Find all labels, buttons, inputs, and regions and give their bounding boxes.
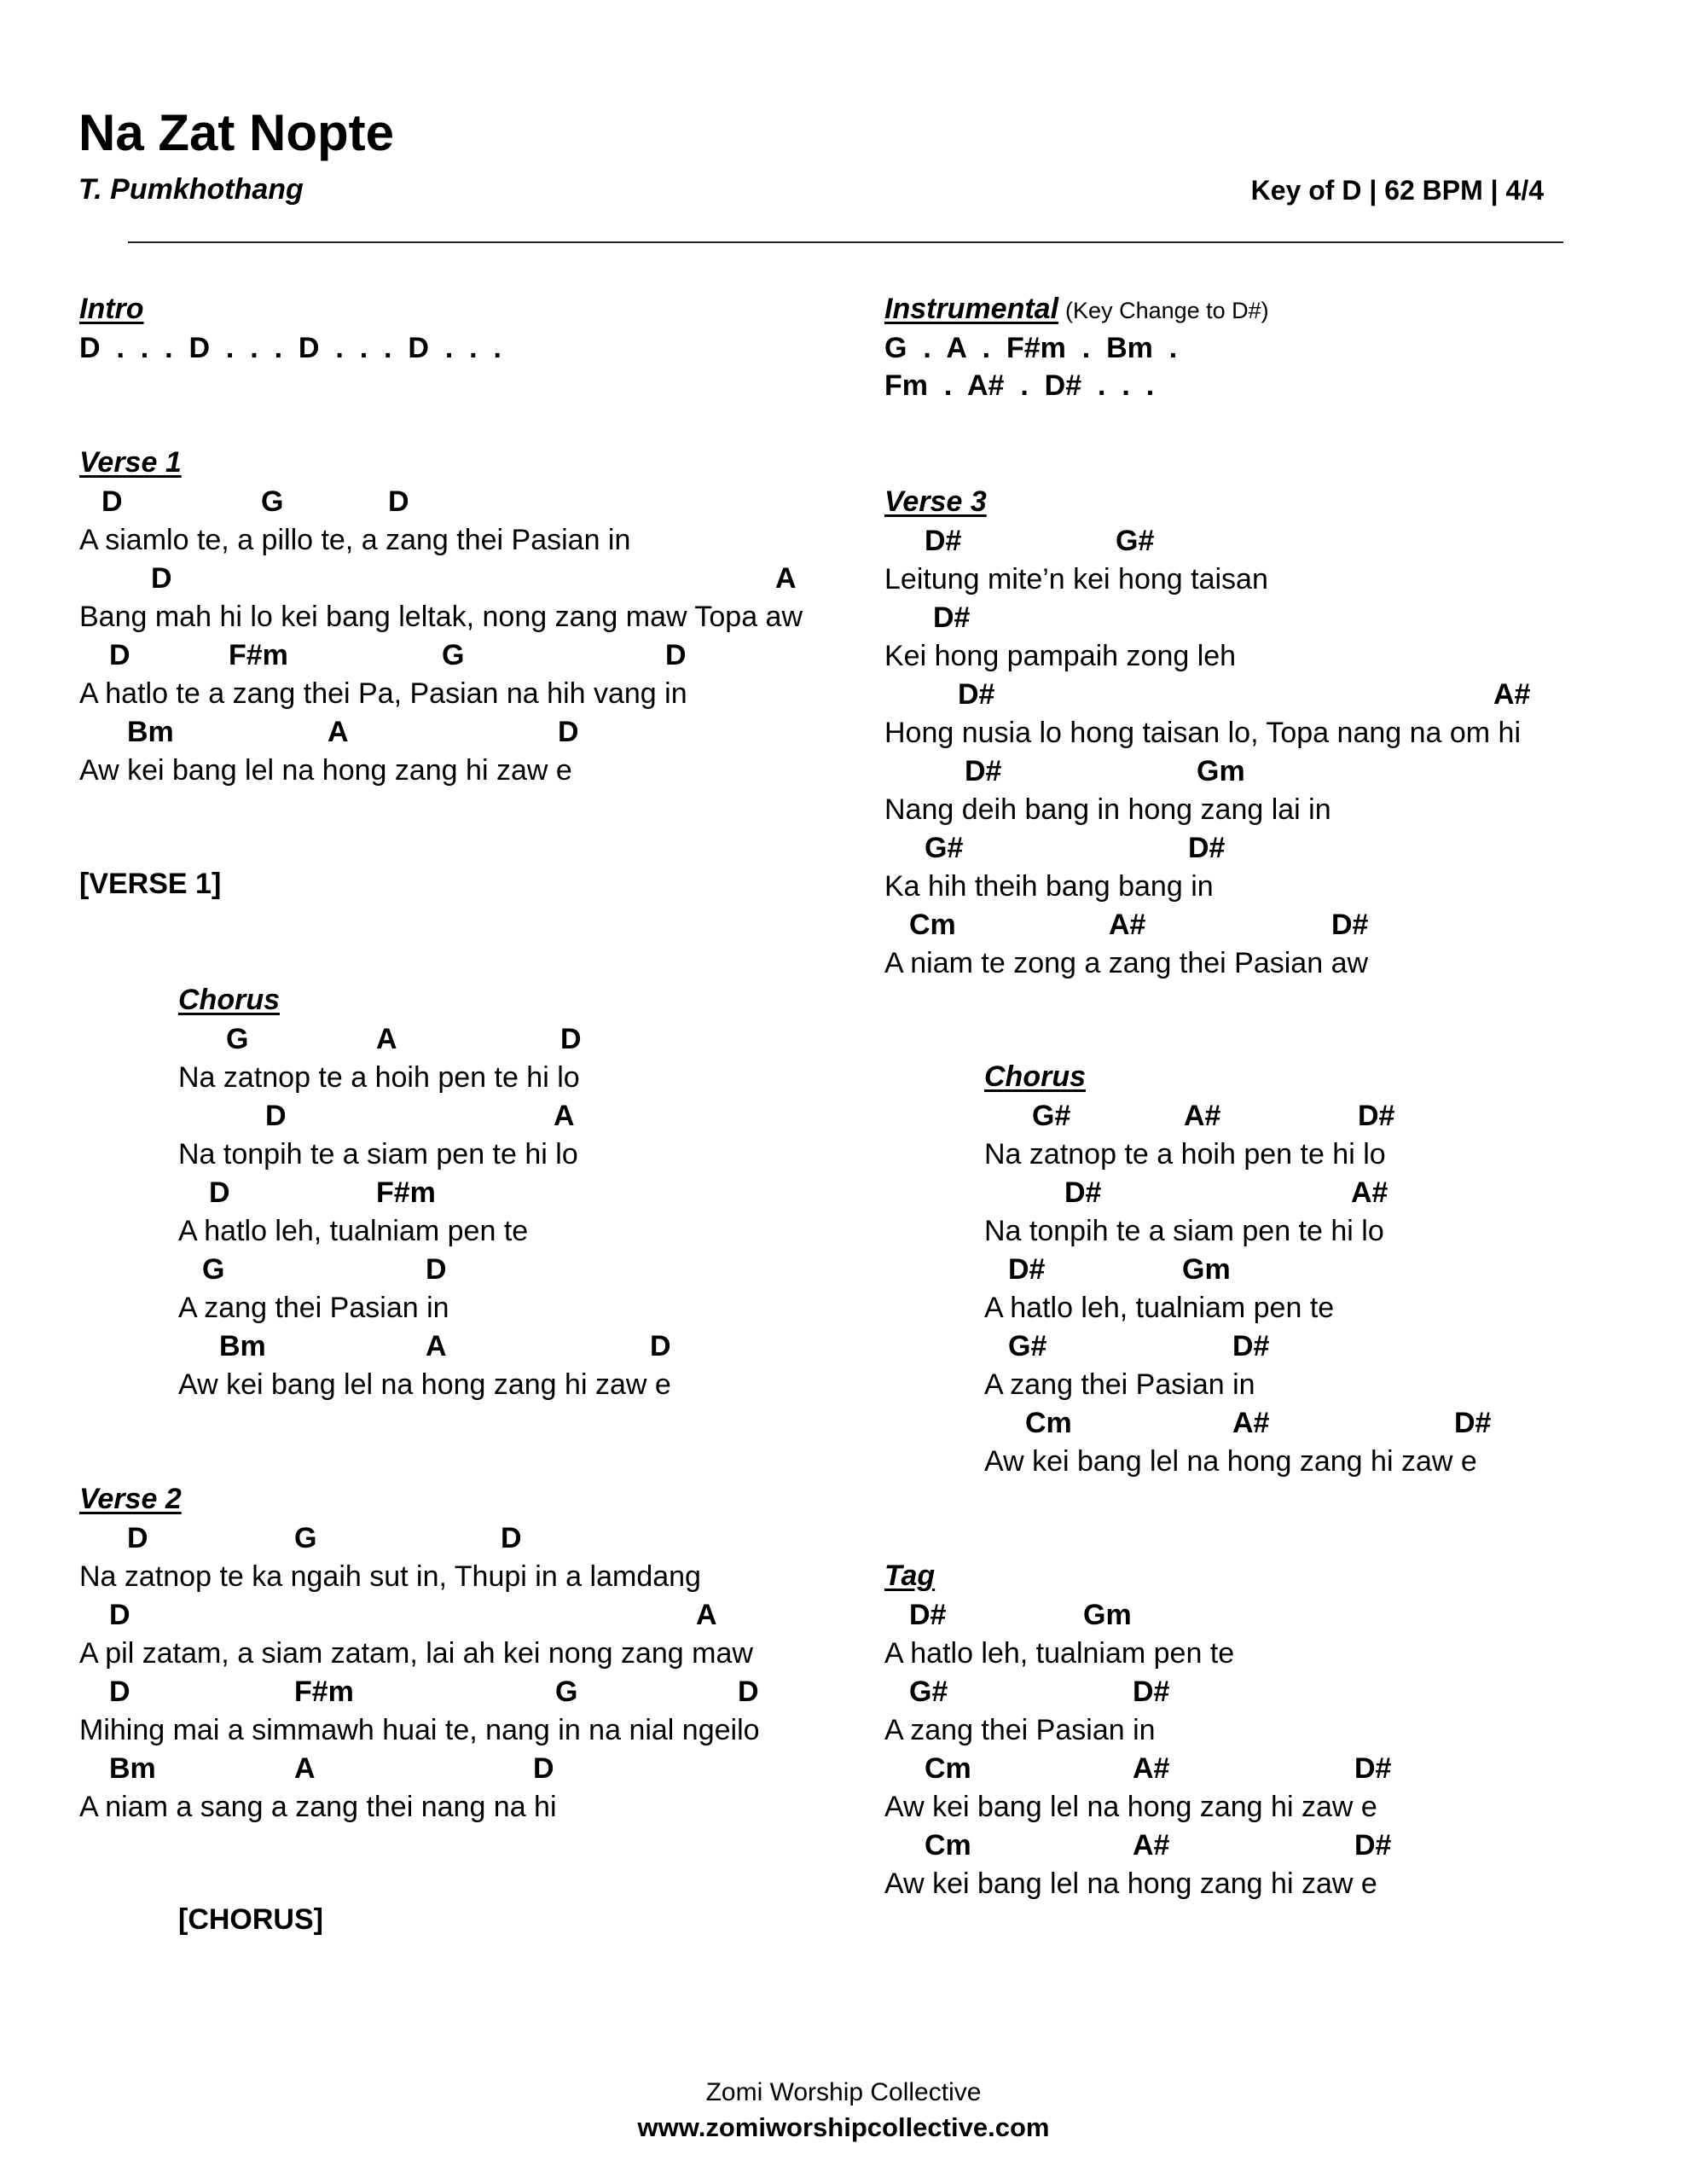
lyric-line: Ka hih theih bang bang in [884,870,1214,903]
chord: D [109,639,130,671]
chord-line [984,1251,1687,1289]
chord-line [884,906,1652,944]
chord: D# [909,1599,947,1631]
section-label: Chorus [178,984,280,1016]
chord: G# [1116,525,1155,557]
song-author: T. Pumkhothang [78,173,304,206]
chord-line [79,483,847,521]
section-label: Verse 1 [79,446,182,479]
chord: A [775,562,797,595]
chord: F#m [294,1676,354,1708]
lyric-line: Kei hong pampaih zong leh [884,640,1237,672]
song-meta: Key of D | 62 BPM | 4/4 [1250,175,1544,206]
chord-line [884,1673,1652,1711]
chord-line [984,1327,1687,1366]
lyric-line: Aw kei bang lel na hong zang hi zaw e [984,1445,1477,1478]
chord: A# [1232,1407,1270,1439]
chord: G [442,639,465,671]
chord: D# [965,755,1002,787]
chord: A [426,1330,447,1362]
chord-line [884,676,1652,714]
chord: D# [1232,1330,1270,1362]
chord: D# [1454,1407,1492,1439]
lyric-line: A niam a sang a zang thei nang na hi [79,1791,557,1823]
chord: D# [1354,1829,1392,1862]
lyric-line: Na zatnop te a hoih pen te hi lo [178,1061,580,1094]
chord: D [558,716,579,748]
chord: D [650,1330,671,1362]
chord: A# [1184,1100,1221,1132]
chord: Cm [1025,1407,1072,1439]
chord-line [178,1097,946,1136]
chord-line [178,1251,946,1289]
chord: Gm [1182,1253,1231,1286]
chord: G [555,1676,578,1708]
chord-line [884,1750,1652,1788]
chord: D# [925,525,962,557]
chord-line [79,560,847,598]
lyric-line: Na tonpih te a siam pen te hi lo [178,1138,578,1170]
chord: D [127,1522,148,1554]
chord: Gm [1083,1599,1132,1631]
chord-line [79,1673,847,1711]
chord-line [79,713,847,752]
section-label-text: Instrumental [884,293,1059,325]
chord: D [101,485,123,518]
chord: Bm [109,1752,156,1785]
chord: D [109,1599,130,1631]
chord-line [79,1750,847,1788]
lyric-line: Nang deih bang in hong zang lai in [884,793,1331,826]
lyric-line: A hatlo leh, tualniam pen te [984,1292,1335,1324]
chord-line: G . A . F#m . Bm . [884,332,1178,364]
lyric-line: Na zatnop te ka ngaih sut in, Thupi in a lamdang [79,1560,701,1593]
section-label: Verse 2 [79,1483,182,1515]
section-label: Chorus [984,1060,1086,1093]
chord: D [426,1253,447,1286]
chord: Bm [127,716,174,748]
chord: D [209,1176,230,1209]
chord: D# [958,678,995,711]
chord: A# [1133,1829,1170,1862]
lyric-line: A hatlo te a zang thei Pa, Pasian na hih vang in [79,677,687,710]
chord: Cm [925,1829,971,1862]
chord: D [388,485,409,518]
chord: Cm [909,909,956,941]
chord: G [294,1522,317,1554]
header-divider [128,241,1563,243]
chord: D [738,1676,759,1708]
chord: D [501,1522,522,1554]
chord: G [261,485,284,518]
chord: D# [1008,1253,1046,1286]
chord: D [265,1100,287,1132]
chord: A [376,1023,397,1055]
section-label: Intro [79,293,144,325]
chord-line [178,1020,946,1059]
chord: G# [925,832,964,864]
chord: G# [1008,1330,1047,1362]
footer-organization: Zomi Worship Collective [705,2078,982,2106]
chord-line [884,522,1652,561]
chord-line [984,1097,1687,1136]
chord: D [560,1023,582,1055]
chord: F#m [229,639,288,671]
chord-line: Fm . A# . D# . . . [884,369,1155,402]
chord-line [178,1327,946,1366]
repeat-chorus-marker: [CHORUS] [178,1903,323,1936]
lyric-line: Hong nusia lo hong taisan lo, Topa nang na om hi [884,717,1522,749]
chord: D# [1064,1176,1102,1209]
chord: G [226,1023,249,1055]
chord: Bm [219,1330,266,1362]
chord: A [294,1752,316,1785]
chord-line [884,1827,1652,1865]
chord: A [328,716,349,748]
section-label [884,290,1269,330]
chord: Cm [925,1752,971,1785]
chord-line [884,599,1652,637]
lyric-line: A pil zatam, a siam zatam, lai ah kei nong zang maw [79,1637,753,1670]
chord: F#m [376,1176,436,1209]
chord: D [151,562,172,595]
lyric-line: A zang thei Pasian in [984,1368,1255,1401]
lyric-line: Bang mah hi lo kei bang leltak, nong zang maw Topa aw [79,601,803,633]
chord: G# [1032,1100,1071,1132]
chord-line [178,1174,946,1212]
chord-line [884,829,1652,868]
lyric-line: Mihing mai a simmawh huai te, nang in na nial ngeilo [79,1714,760,1746]
chord: D# [1354,1752,1392,1785]
chord: Gm [1197,755,1245,787]
chord: D [533,1752,554,1785]
lyric-line: A zang thei Pasian in [884,1714,1156,1746]
lyric-line: Aw kei bang lel na hong zang hi zaw e [178,1368,671,1401]
lyric-line: Leitung mite’n kei hong taisan [884,563,1268,595]
song-title: Na Zat Nopte [78,104,395,161]
lyric-line: A hatlo leh, tualniam pen te [178,1215,529,1247]
chord: D [109,1676,130,1708]
lyric-line: Na zatnop te a hoih pen te hi lo [984,1138,1386,1170]
chord: D [665,639,687,671]
chord: D# [1188,832,1226,864]
chord: A# [1493,678,1531,711]
chord-line [884,752,1652,791]
lyric-line: Aw kei bang lel na hong zang hi zaw e [884,1867,1377,1900]
lyric-line: A hatlo leh, tualniam pen te [884,1637,1235,1670]
chord: A [554,1100,575,1132]
chord-line [79,636,847,675]
chord-line: D . . . D . . . D . . . D . . . [79,332,501,364]
chord: A# [1133,1752,1170,1785]
chord: G [202,1253,225,1286]
chord: D# [1331,909,1369,941]
chord-line [79,1519,847,1558]
section-label: Tag [884,1560,936,1592]
chord-line [79,1596,847,1635]
lyric-line: Aw kei bang lel na hong zang hi zaw e [79,754,572,787]
lyric-line: Aw kei bang lel na hong zang hi zaw e [884,1791,1377,1823]
lyric-line: A zang thei Pasian in [178,1292,449,1324]
chord: A# [1109,909,1146,941]
lyric-line: A siamlo te, a pillo te, a zang thei Pasian in [79,524,631,556]
key-change-note: (Key Change to D#) [1065,298,1269,323]
chord-line [884,1596,1652,1635]
section-label: Verse 3 [884,485,987,518]
chord: D# [933,601,971,634]
chord: G# [909,1676,948,1708]
chord: D# [1358,1100,1395,1132]
chord: D# [1133,1676,1170,1708]
chord-line [984,1404,1687,1443]
lyric-line: A niam te zong a zang thei Pasian aw [884,947,1369,979]
footer-website-link[interactable]: www.zomiworshipcollective.com [637,2112,1050,2142]
chord: A# [1351,1176,1388,1209]
lyric-line: Na tonpih te a siam pen te hi lo [984,1215,1384,1247]
chord: A [696,1599,717,1631]
chord-line [984,1174,1687,1212]
repeat-verse-1-marker: [VERSE 1] [79,868,222,900]
